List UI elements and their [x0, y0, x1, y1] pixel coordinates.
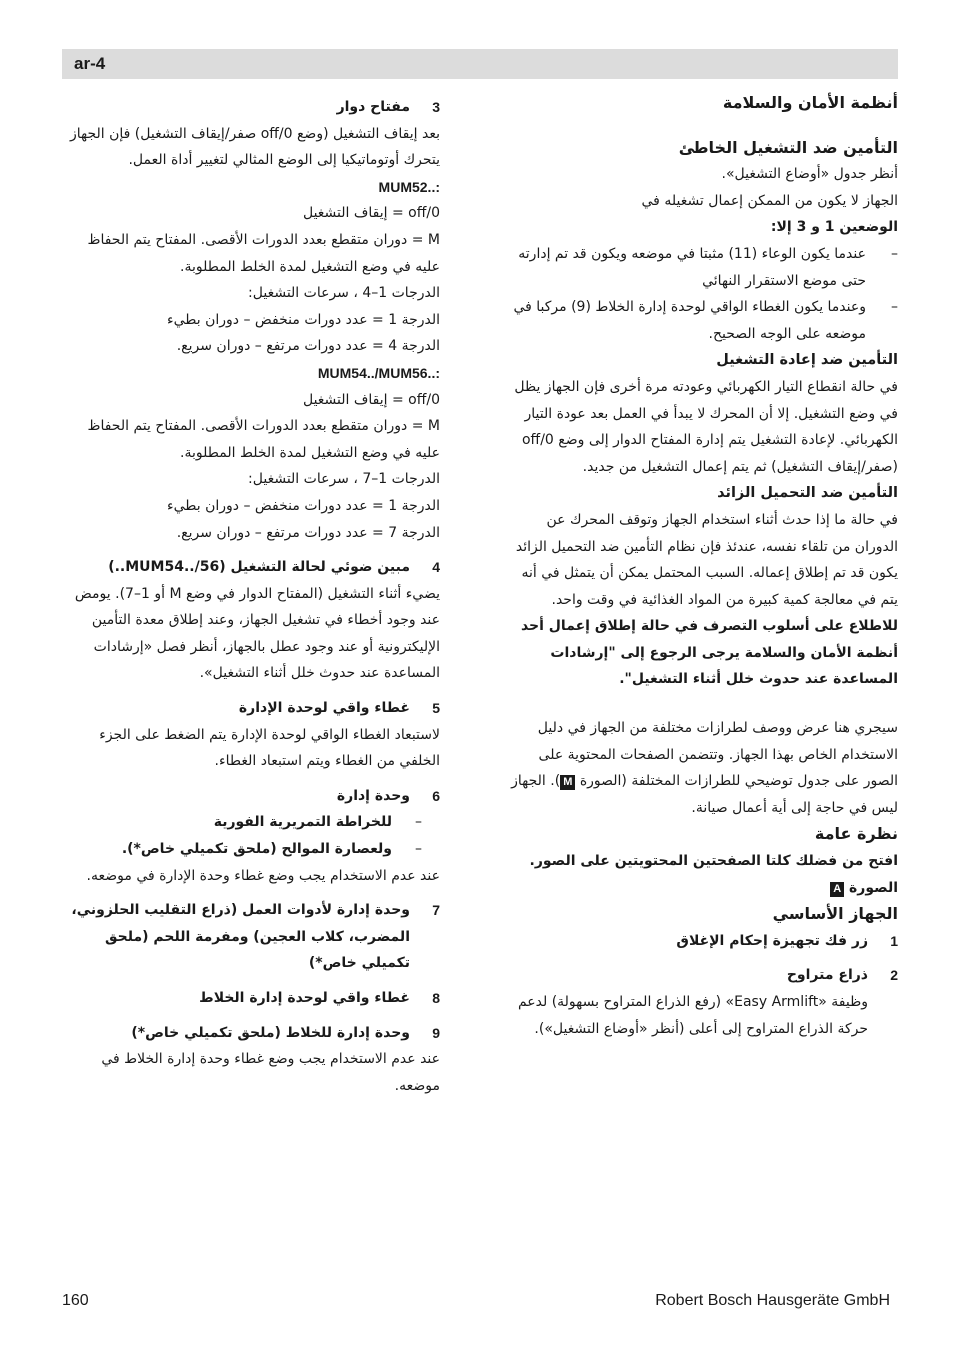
item-number: 4 — [432, 559, 440, 576]
item-title: وحدة إدارة للخلاط (ملحق تكميلي خاص*) — [131, 1024, 410, 1041]
figure-m-badge: M — [560, 775, 575, 790]
item-8 — [62, 985, 440, 1012]
page-number: 160 — [62, 1292, 89, 1309]
mum54-label: MUM54../MUM56..: — [317, 364, 440, 381]
overload-title: التأمين ضد التحميل الزائد — [717, 485, 898, 502]
figure-a-badge: A — [830, 882, 844, 897]
misuse-item — [500, 294, 898, 347]
company-name: Robert Bosch Hausgeräte GmbH — [655, 1292, 890, 1309]
right-column — [500, 90, 898, 1042]
item-number: 5 — [432, 700, 440, 717]
intro-text-b: ). الجهاز ليس في حاجة إلى أية أعمال صيانة. — [511, 773, 898, 816]
item-title: مفتاح دوار — [336, 99, 410, 115]
item-title: وحدة إدارة — [336, 787, 410, 804]
item-number: 1 — [890, 932, 898, 949]
mum54-line: الدرجة 7 = عدد دورات مرتفع – دوران سريع. — [176, 524, 440, 541]
basic-item — [500, 962, 898, 1042]
sub-text: ولعصارة الموالح (ملحق تكميلي خاص*). — [121, 841, 392, 858]
mum52-line: off/0 = إيقاف التشغيل — [302, 205, 440, 222]
left-column — [62, 90, 440, 1099]
item-5 — [62, 695, 440, 722]
restart-title: التأمين ضد إعادة التشغيل — [716, 352, 898, 369]
item-4 — [62, 554, 440, 581]
basic-title: الجهاز الأساسي — [772, 904, 898, 924]
item-5-text: لاستبعاد الغطاء الواقي لوحدة الإدارة يتم الضغط على الجزء الخلفي من الغطاء ويتم استبعاد الغطاء. — [99, 726, 440, 770]
intro-text-a: سيجري هنا عرض ووصف لطرازات مختلفة من الجهاز في دليل الاستخدام الخاص بهذا الجهاز. وتتضمن الصفحات المحتوية على الصور على جدول توضيحي للطرازات المختلفة (الصورة — [537, 720, 898, 790]
overview-text — [500, 848, 898, 901]
item-7 — [62, 897, 440, 977]
item-title: غطاء واقي لوحدة الإدارة — [238, 700, 410, 717]
dash-bullet: – — [891, 299, 898, 316]
item-title: غطاء واقي لوحدة إدارة الخلاط — [199, 990, 410, 1006]
misuse-paragraph-1: أنظر جدول «أوضاع التشغيل». — [721, 166, 898, 183]
item-number: 8 — [432, 990, 440, 1006]
mum54-line: M = دوران متقطع بعدد الدورات الأقصى. المفتاح يتم الحفاظ عليه في وضع التشغيل لمدة الخلط المطلوبة. — [87, 418, 440, 461]
item-title: زر فك تجهيزة إحكام الإغلاق — [676, 932, 868, 949]
item-9-text: عند عدم الاستخدام يجب وضع غطاء وحدة إدارة الخلاط في موضعه. — [101, 1051, 440, 1094]
mum52-line: الدرجة 4 = عدد دورات مرتفع – دوران سريع. — [176, 338, 440, 355]
item-6 — [62, 783, 440, 810]
item-number: 2 — [890, 967, 898, 984]
misuse-item — [500, 241, 898, 294]
dash-bullet: – — [891, 245, 898, 262]
item-6-sub — [62, 809, 440, 836]
safety-note: للاطلاع على أسلوب التصرف في حالة إطلاق إعمال أحد أنظمة الأمان والسلامة يرجى الرجوع إلى "إرشادات المساعدة عند حدوث خلل أثناء التشغيل". — [520, 618, 898, 688]
item-4-text: يضيء أثناء التشغيل (المفتاح الدوار في وضع M أو 1–7). يومض عند وجود أخطاء في تشغيل الجهاز، وعند إطلاق معدة التأمين الإليكترونية أو عند وجود عطل بالجهاز، أنظر فصل «إرشادات المساعدة عند حدوث خلل أثناء التشغيل». — [74, 585, 440, 682]
item-number: 7 — [432, 902, 440, 919]
overload-text: في حالة ما إذا حدث أثناء استخدام الجهاز وتوقف المحرك عن الدوران من تلقاء نفسه، عندئذ فإن نظام التأمين ضد التحميل الزائد يكون قد تم إطلاق إعماله. السبب المحتمل يمكن أن يتمثل في أنه يتم في معالجة كمية كبيرة من المواد الغذائية في وقت واحد. — [515, 511, 898, 608]
intro-paragraph — [500, 715, 898, 821]
misuse-paragraph-3: الوضعين 1 و 3 إلا: — [770, 219, 898, 236]
sub-text: للخراطة التمريرية الفورية — [213, 814, 392, 831]
item-title: مبين ضوئي لحالة التشغيل (MUM54../56..) — [108, 559, 410, 576]
item-text: وظيفة «Easy Armlift» (رفع الذراع المتراوح بسهولة) لدعم حركة الذراع المتراوح إلى أعلى (أنظر «أوضاع التشغيل»). — [517, 994, 868, 1037]
item-number: 3 — [432, 99, 440, 115]
restart-text: في حالة انقطاع التيار الكهربائي وعودته مرة أخرى فإن الجهاز يظل في وضع التشغيل. إلا أن المحرك لا يبدأ في العمل بعد عودة التيار الكهربائي. لإعادة التشغيل يتم إدارة المفتاح الدوار إلى وضع off/0 (صفر/إيقاف التشغيل) ثم يتم إعمال التشغيل من جديد. — [514, 378, 898, 475]
misuse-title: التأمين ضد التشغيل الخاطئ — [678, 137, 898, 157]
dash-bullet: – — [415, 841, 422, 858]
item-title: وحدة إدارة لأدوات العمل (ذراع التقليب الحلزوني، المضرب، كلاب العجين) ومفرمة اللحم (ملحق تكميلي خاص*) — [71, 902, 410, 972]
item-3-text: بعد إيقاف التشغيل (وضع off/0 صفر/إيقاف التشغيل) فإن الجهاز يتحرك أوتوماتيكيا إلى الوضع المثالي لتغيير أداة العمل. — [70, 125, 440, 169]
item-number: 6 — [432, 787, 440, 804]
misuse-item-text: عندما يكون الوعاء (11) مثبتا في موضعه ويكون قد تم إدارته حتى موضع الاستقرار النهائي — [518, 245, 866, 289]
item-3 — [62, 94, 440, 121]
safety-title: أنظمة الأمان والسلامة — [722, 93, 898, 112]
mum52-line: الدرجات 1–4 ، سرعات التشغيل: — [248, 285, 440, 302]
mum52-line: الدرجة 1 = عدد دورات منخفض – دوران بطيء — [167, 311, 440, 328]
dash-bullet: – — [415, 814, 422, 831]
misuse-item-text: وعندما يكون الغطاء الواقي لوحدة إدارة الخلاط (9) مركبا في موضعه على الوجه الصحيح. — [513, 299, 866, 342]
page-code: ar-4 — [74, 54, 106, 73]
mum54-line: off/0 = إيقاف التشغيل — [302, 391, 440, 408]
item-6-text: عند عدم الاستخدام يجب وضع غطاء وحدة الإدارة في موضعه. — [86, 867, 440, 884]
item-title: ذراع متراوح — [786, 967, 868, 984]
mum52-line: M = دوران متقطع بعدد الدورات الأقصى. المفتاح يتم الحفاظ عليه في وضع التشغيل لمدة الخلط المطلوبة. — [87, 231, 440, 275]
mum54-line: الدرجات 1–7 ، سرعات التشغيل: — [248, 471, 440, 488]
overview-title: نظرة عامة — [814, 824, 898, 844]
item-9 — [62, 1020, 440, 1047]
item-6-sub — [62, 836, 440, 863]
misuse-paragraph-2: الجهاز لا يكون من الممكن إعمال تشغيله في — [641, 192, 898, 209]
mum54-line: الدرجة 1 = عدد دورات منخفض – دوران بطيء — [167, 497, 440, 514]
item-number: 9 — [432, 1024, 440, 1041]
mum52-label: MUM52..: — [378, 178, 440, 195]
page-header-bar — [62, 49, 898, 79]
basic-item — [500, 928, 898, 955]
overview-text-a: افتح من فضلك كلتا الصفحتين المحتويتين على الصور. الصورة — [529, 853, 898, 896]
